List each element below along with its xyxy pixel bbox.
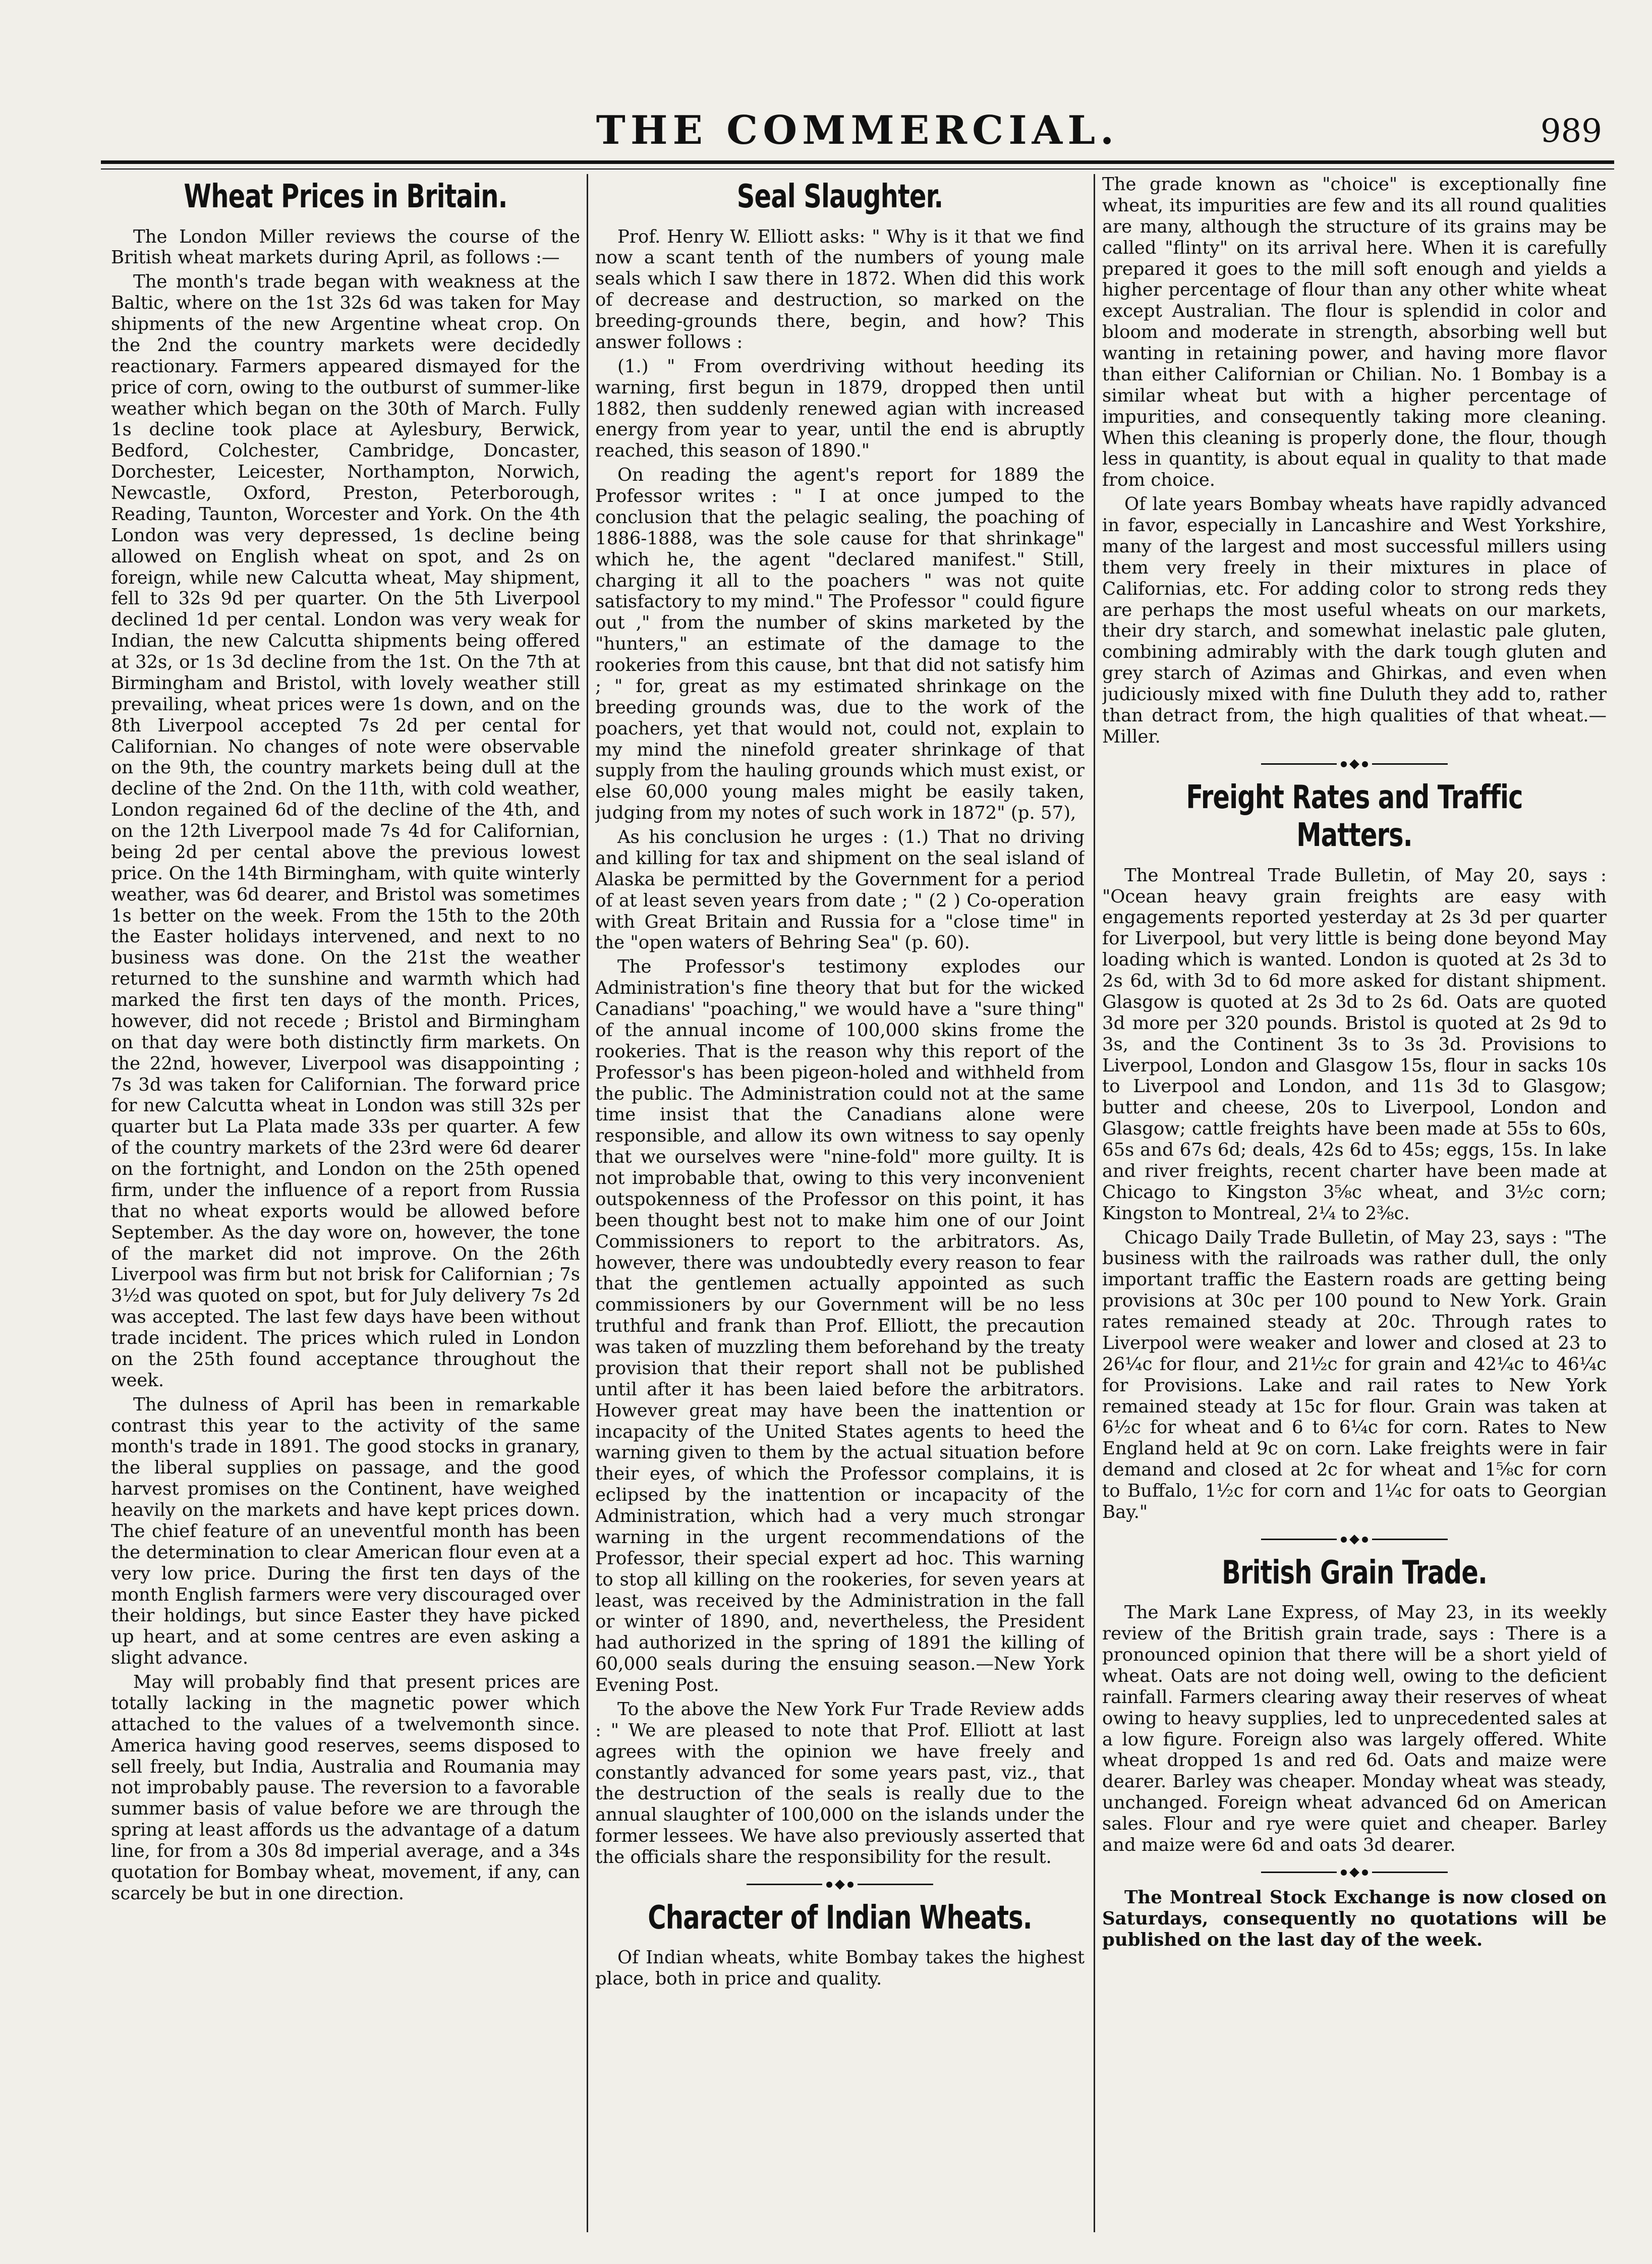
- article-heading-wheat-prices: Wheat Prices in Britain.: [184, 178, 507, 215]
- paragraph: Of Indian wheats, white Bombay takes the highest place, both in price and quality.: [595, 1947, 1085, 1990]
- paragraph: The Montreal Trade Bulletin, of May 20, says : "Ocean heavy grain freights are easy with engagements reported yesterday at 2s 3d per quarter for Liverpool, but very little is being done beyond May loading which is wanted. London is quoted at 2s 3d to 2s 6d, with 3d to 6d more asked for distant shipment. Glasgow is quoted at 2s 3d to 2s 6d. Oats are quoted 3d more per 320 pounds. Bristol is quoted at 2s 9d to 3s, and the Continent 3s to 3s 3d. Provisions to Liverpool, London and Glasgow 15s, flour in sacks 10s to Liverpool and London, and 11s 3d to Glasgow; butter and cheese, 20s to Liverpool, London and Glasgow; cattle freights have been made at 55s to 60s, 65s and 67s 6d; deals, 42s 6d to 45s; eggs, 15s. In lake and river freights, recent charter have been made at Chicago to Kingston 3⅝c wheat, and 3½c corn; Kingston to Montreal, 2¼ to 2⅜c.: [1102, 865, 1607, 1224]
- article-heading-seal-slaughter: Seal Slaughter.: [736, 178, 943, 215]
- top-rule: [101, 160, 1614, 164]
- column-1: [111, 174, 580, 2232]
- paragraph: To the above the New York Fur Trade Review adds : " We are pleased to note that Prof. Elliott at last agrees with the opinion we have freely and constantly advanced for some years past, viz., that the destruction of the seals is really due to the annual slaughter of 100,000 on the islands under the former lessees. We have also previously asserted that the officials share the responsibility for the result.: [595, 1699, 1085, 1868]
- section-divider: [1102, 761, 1607, 768]
- article-heading-indian-wheats: Character of Indian Wheats.: [648, 1899, 1032, 1937]
- paragraph: The Montreal Stock Exchange is now closed on Saturdays, consequently no quotations will be published on the last day of the week.: [1102, 1887, 1607, 1950]
- paragraph: On reading the agent's report for 1889 the Professor writes : " I at once jumped to the conclusion that the pelagic sealing, the poaching of 1886-1888, was the sole cause for that shrinkage" which he, the agent "declared manifest." Still, charging it all to the poachers " was not quite satisfactory to my mind." The Professor " could figure out ," from the number of skins marketed by the "hunters," an estimate of the damage to the rookeries from this cause, bnt that did not satisfy him ; " for, great as my estimated shrinkage on the breeding grounds was, due to the work of the poachers, yet that would not, could not, explain to my mind the ninefold greater shrinkage of that supply from the hauling grounds which must exist, or else 60,000 young males might be easily taken, judging from my notes of such work in 1872" (p. 57),: [595, 465, 1085, 824]
- paragraph: As his conclusion he urges : (1.) That no driving and killing for tax and shipment on the seal island of Alaska be permitted by the Government for a period of at least seven years from date ; " (2 ) Co-operation with Great Britain and Russia for a "close time" in the "open waters of Behring Sea" (p. 60).: [595, 827, 1085, 953]
- section-divider: [1102, 1536, 1607, 1543]
- paragraph: Chicago Daily Trade Bulletin, of May 23, says : "The business with the railroads was rather dull, the only important traffic the Eastern roads are getting being provisions at 30c per 100 pound to New York. Grain rates remained steady at 20c. Through rates to Liverpool were weaker and lower and closed at 23 to 26¼c for flour, and 21½c for grain and 42¼c to 46¼c for Provisions. Lake and rail rates to New York remained steady at 15c for flour. Grain was taken at 6½c for wheat and 6 to 6¼c for corn. Rates to New England held at 9c on corn. Lake freights were in fair demand and closed at 2c for wheat and 1⅝c for corn to Buffalo, 1½c for corn and 1¼c for oats to Georgian Bay.": [1102, 1227, 1607, 1522]
- article-heading-british-grain: British Grain Trade.: [1222, 1554, 1487, 1592]
- paragraph: The London Miller reviews the course of the British wheat markets during April, as follows :—: [111, 226, 580, 268]
- masthead: [101, 103, 1614, 159]
- article-british-grain: [1102, 1602, 1607, 1856]
- paragraph: The Professor's testimony explodes our Administration's fine theory that but for the wicked Canadians' "poaching," we would have a "sure thing" of the annual income of 100,000 skins frome the rookeries. That is the reason why this report of the Professor's has been pigeon-holed and withheld from the public. The Administration could not at the same time insist that the Canadians alone were responsible, and allow its own witness to say openly that we ourselves were "nine-fold" more guilty. It is not improbable that, owing to this very inconvenient outspokenness of the Professor on this point, it has been thought best not to make him one of our Joint Commissioners to report to the arbitrators. As, however, there was undoubtedly every reason to fear that the gentlemen actually appointed as such commissioners by our Government will be no less truthful and frank than Prof. Elliott, the precaution was taken of muzzling them beforehand by the treaty provision that their report shall not be published until after it has been laied before the arbitrators. However great may have been the inattention or incapacity of the United States agents to heed the warning given to them by the actual situation before their eyes, of which the Professor complains, it is eclipsed by the inattention or incapacity of the Administration, which had a very much strongar warning in the urgent recommendations of the Professor, their special expert ad hoc. This warning to stop all killing on the rookeries, for seven years at least, was received by the Administration in the fall or winter of 1890, and, nevertheless, the President had authorized in the spring of 1891 the killing of 60,000 seals during the ensuing season.—New York Evening Post.: [595, 956, 1085, 1696]
- notice-stock-exchange: [1102, 1887, 1607, 1951]
- article-freight-rates: [1102, 865, 1607, 1523]
- masthead-title: THE COMMERCIAL.: [596, 107, 1119, 153]
- paragraph: The Mark Lane Express, of May 23, in its weekly review of the British grain trade, says : There is a pronounced opinion that there will be a short yield of wheat. Oats are not doing well, owing to the deficient rainfall. Farmers clearing away their reserves of wheat owing to heavy supplies, led to unprecedented sales at a low figure. Foreign also was largely offered. White wheat dropped 1s and red 6d. Oats and maize were dearer. Barley was cheaper. Monday wheat was steady, unchanged. Foreign wheat advanced 6d on American sales. Flour and rye were quiet and cheaper. Barley and maize were 6d and oats 3d dearer.: [1102, 1602, 1607, 1855]
- column-rule-1: [587, 174, 588, 2232]
- section-divider: [1102, 1869, 1607, 1876]
- top-rule-thin: [101, 168, 1614, 169]
- paragraph: May will probably find that present prices are totally lacking in the magnetic power which attached to the values of a twelvemonth since. America having good reserves, seems disposed to sell freely, but India, Australia and Roumania may not improbably pause. The reversion to a favorable summer basis of value before we are through the spring at least affords us the advantage of a datum line, for from a 30s 8d imperial average, and a 34s quotation for Bombay wheat, movement, if any, can scarcely be but in one direction.: [111, 1672, 580, 1904]
- paragraph: (1.) " From overdriving without heeding its warning, first begun in 1879, dropped then until 1882, then suddenly renewed agian with increased energy from year to year, until the end is abruptly reached, this season of 1890.": [595, 356, 1085, 462]
- article-indian-wheats-start: [595, 1947, 1085, 1990]
- paragraph: The dulness of April has been in remarkable contrast this year to the activity of the same month's trade in 1891. The good stocks in granary, the liberal supplies on passage, and the good harvest promises on the Continent, have weighed heavily on the markets and have kept prices down. The chief feature of an uneventful month has been the determination to clear American flour even at a very low price. During the first ten days of the month English farmers were very discouraged over their holdings, but since Easter they have picked up heart, and at some centres are even asking a slight advance.: [111, 1394, 580, 1669]
- column-rule-2: [1094, 174, 1095, 2232]
- paragraph: Prof. Henry W. Elliott asks: " Why is it that we find now a scant tenth of the numbers of young male seals which I saw there in 1872. When did this work of decrease and destruction, so marked on the breeding-grounds there, begin, and how? This answer follows :: [595, 226, 1085, 353]
- article-wheat-prices: [111, 227, 580, 1904]
- article-heading-freight-rates: Freight Rates and Traffic Matters.: [1186, 778, 1523, 855]
- paragraph: The month's trade began with weakness at the Baltic, where on the 1st 32s 6d was taken for May shipments of the new Argentine wheat crop. On the 2nd the country markets were decidedly reactionary. Farmers appeared dismayed for the price of corn, owing to the outburst of summer-like weather which began on the 30th of March. Fully 1s decline took place at Aylesbury, Berwick, Bedford, Colchester, Cambridge, Doncaster, Dorchester, Leicester, Northampton, Norwich, Newcastle, Oxford, Preston, Peterborough, Reading, Taunton, Worcester and York. On the 4th London was very depressed, 1s decline being allowed on English wheat on spot, and 2s on foreign, while new Calcutta wheat, May shipment, fell to 32s 9d per quarter. On the 5th Liverpool declined 1d per cental. London was very weak for Indian, the new Calcutta shipments being offered at 32s, or 1s 3d decline from the 1st. On the 7th at Birmingham and Bristol, with lovely weather still prevailing, wheat prices were 1s down, and on the 8th Liverpool accepted 7s 2d per cental for Californian. No changes of note were observable on the 9th, the country markets being dull at the decline of the 2nd. On the 11th, with cold weather, London regained 6d of the decline of the 4th, and on the 12th Liverpool made 7s 4d for Californian, being 2d per cental above the previous lowest price. On the 14th Birmingham, with quite winterly weather, was 6d dearer, and Bristol was sometimes 1s better on the week. From the 15th to the 20th the Easter holidays intervened, and next to no business was done. On the 21st the weather returned to the sunshine and warmth which had marked the first ten days of the month. Prices, however, did not recede ; Bristol and Birmingham on that day were both distinctly firm markets. On the 22nd, however, Liverpool was disappointing ; 7s 3d was taken for Californian. The forward price for new Calcutta wheat in London was still 32s per quarter but La Plata made 33s per quarter. A few of the country markets of the 23rd were 6d dearer on the fortnight, and London on the 25th opened firm, under the influence of a report from Russia that no wheat exports would be allowed before September. As the day wore on, however, the tone of the market did not improve. On the 26th Liverpool was firm but not brisk for Californian ; 7s 3½d was quoted on spot, but for July delivery 7s 2d was accepted. The last few days have been without trade incident. The prices which ruled in London on the 25th found acceptance throughout the week.: [111, 271, 580, 1391]
- column-3: [1102, 174, 1607, 2232]
- article-seal-slaughter: [595, 227, 1085, 1868]
- column-2: [595, 174, 1085, 2232]
- paragraph: Of late years Bombay wheats have rapidly advanced in favor, especially in Lancashire and West Yorkshire, many of the largest and most successful millers using them very freely in their mixtures in place of Californias, etc. For adding color to strong reds they are perhaps the most useful wheats on our markets, their dry starch, and somewhat inelastic pale gluten, combining admirably with the dark tough gluten and grey starch of Azimas and Ghirkas, and even when judiciously mixed with fine Duluth they add to, rather than detract from, the high qualities of that wheat.—Miller.: [1102, 494, 1607, 747]
- page-number: 989: [1540, 112, 1602, 150]
- section-divider: [595, 1881, 1085, 1888]
- paragraph-continued: The grade known as "choice" is exceptionally fine wheat, its impurities are few and its all round qualities are many, although the structure of its grains may be called "flinty" on its arrival here. When it is carefully prepared it goes to the mill soft enough and yields a higher percentage of flour than any other white wheat except Australian. The flour is splendid in color and bloom and moderate in strength, absorbing well but wanting in retaining power, and having more flavor than either Californian or Chilian. No. 1 Bombay is a similar wheat but with a higher percentage of impurities, and consequently taking more cleaning. When this cleaning is properly done, the flour, though less in quantity, is about equal in quality to that made from choice.: [1102, 174, 1607, 491]
- article-indian-wheats-continued: [1102, 174, 1607, 748]
